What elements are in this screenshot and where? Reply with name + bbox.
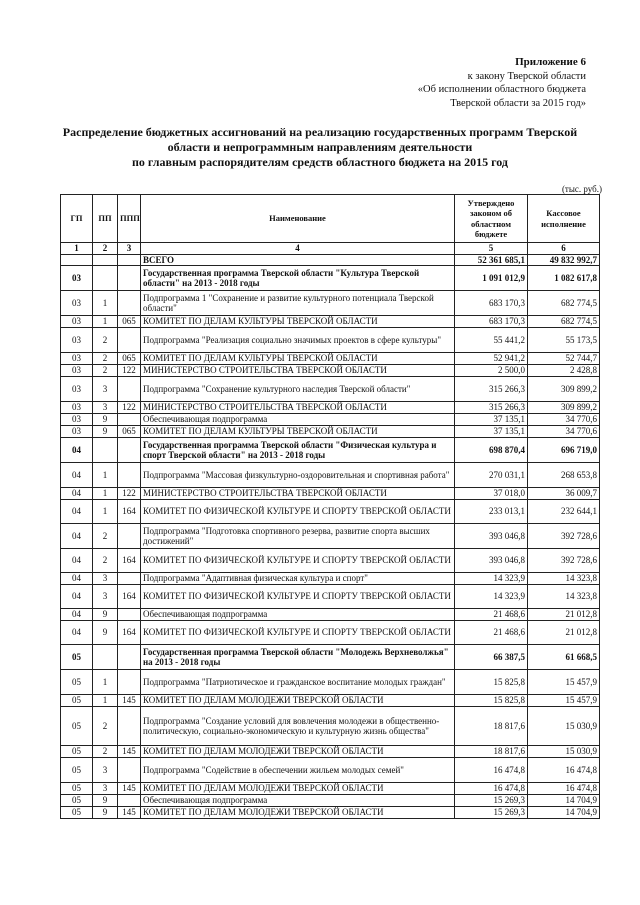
cell-ppp: 122 [118,488,141,500]
cell-approved: 15 825,8 [455,695,528,707]
units-label: (тыс. руб.) [561,184,602,194]
cell-ppp: 122 [118,402,141,414]
cell-approved: 14 323,9 [455,585,528,609]
cell-name: Обеспечивающая подпрограмма [141,609,455,621]
cell-approved: 16 474,8 [455,783,528,795]
cell-ppp: 065 [118,316,141,328]
cell-ppp [118,795,141,807]
table-row [61,670,600,695]
cell-pp: 2 [93,353,118,365]
cell-approved: 16 474,8 [455,758,528,783]
cell-pp: 2 [93,524,118,549]
cell-executed: 49 832 992,7 [528,254,600,266]
cell-approved: 393 046,8 [455,524,528,549]
cell-ppp [118,414,141,426]
cell-approved: 21 468,6 [455,621,528,645]
cell-name: Подпрограмма "Содействие в обеспечении жильем молодых семей" [141,758,455,783]
cell-ppp [118,291,141,316]
cell-ppp [118,463,141,488]
table-row [61,573,600,585]
cell-gp: 04 [61,621,93,645]
cell-gp: 04 [61,438,93,463]
cell-pp: 1 [93,316,118,328]
cell-name: Подпрограмма 1 "Сохранение и развитие культурного потенциала Тверской области" [141,291,455,316]
cell-gp: 03 [61,414,93,426]
cell-executed: 34 770,6 [528,414,600,426]
cell-pp: 9 [93,621,118,645]
cell-pp: 3 [93,573,118,585]
column-index-row [61,243,600,255]
cell-pp: 9 [93,426,118,438]
cell-ppp [118,573,141,585]
cell-executed: 21 012,8 [528,621,600,645]
cell-gp: 03 [61,328,93,353]
cell-gp: 03 [61,402,93,414]
cell-approved: 15 269,3 [455,795,528,807]
cell-approved: 1 091 012,9 [455,266,528,291]
cell-pp: 1 [93,695,118,707]
cell-pp: 1 [93,488,118,500]
cell-ppp [118,438,141,463]
cell-gp: 03 [61,377,93,402]
cell-name: КОМИТЕТ ПО ДЕЛАМ МОЛОДЕЖИ ТВЕРСКОЙ ОБЛАСТИ [141,783,455,795]
cell-pp: 1 [93,500,118,524]
budget-table [60,194,600,819]
cell-pp: 2 [93,746,118,758]
cell-gp: 05 [61,783,93,795]
cell-gp: 03 [61,316,93,328]
cell-pp: 3 [93,377,118,402]
column-index: 6 [528,243,600,255]
title-line: по главным распорядителям средств областного бюджета на 2015 год [131,155,509,169]
table-row [61,609,600,621]
cell-approved: 683 170,3 [455,291,528,316]
cell-pp: 9 [93,807,118,819]
cell-approved: 37 135,1 [455,414,528,426]
cell-name: КОМИТЕТ ПО ФИЗИЧЕСКОЙ КУЛЬТУРЕ И СПОРТУ ТВЕРСКОЙ ОБЛАСТИ [141,500,455,524]
table-row [61,291,600,316]
cell-ppp [118,524,141,549]
cell-approved: 2 500,0 [455,365,528,377]
cell-gp: 05 [61,746,93,758]
cell-name: КОМИТЕТ ПО ДЕЛАМ МОЛОДЕЖИ ТВЕРСКОЙ ОБЛАСТИ [141,807,455,819]
cell-ppp [118,254,141,266]
cell-executed: 392 728,6 [528,549,600,573]
cell-executed: 14 323,8 [528,585,600,609]
table-row [61,585,600,609]
table-row [61,795,600,807]
cell-gp: 05 [61,645,93,670]
cell-ppp [118,707,141,746]
column-index: 2 [93,243,118,255]
cell-approved: 270 031,1 [455,463,528,488]
table-row [61,463,600,488]
column-index: 4 [141,243,455,255]
table-row [61,783,600,795]
cell-executed: 14 323,8 [528,573,600,585]
table-row [61,500,600,524]
cell-approved: 698 870,4 [455,438,528,463]
cell-ppp [118,609,141,621]
cell-pp: 9 [93,795,118,807]
cell-executed: 52 744,7 [528,353,600,365]
column-index: 3 [118,243,141,255]
cell-name: КОМИТЕТ ПО ДЕЛАМ МОЛОДЕЖИ ТВЕРСКОЙ ОБЛАСТИ [141,746,455,758]
cell-name: МИНИСТЕРСТВО СТРОИТЕЛЬСТВА ТВЕРСКОЙ ОБЛАСТИ [141,488,455,500]
table-row [61,426,600,438]
cell-executed: 392 728,6 [528,524,600,549]
cell-gp: 03 [61,365,93,377]
cell-approved: 37 135,1 [455,426,528,438]
cell-gp: 04 [61,524,93,549]
cell-gp: 04 [61,500,93,524]
cell-ppp [118,670,141,695]
header-row [61,195,600,243]
cell-gp: 05 [61,758,93,783]
cell-gp: 03 [61,426,93,438]
appendix-header [418,56,586,110]
cell-ppp [118,377,141,402]
cell-pp: 3 [93,758,118,783]
cell-pp: 2 [93,365,118,377]
table-row [61,621,600,645]
table-row [61,758,600,783]
cell-ppp: 145 [118,807,141,819]
cell-executed: 34 770,6 [528,426,600,438]
cell-gp: 04 [61,463,93,488]
cell-gp: 04 [61,585,93,609]
cell-executed: 21 012,8 [528,609,600,621]
col-header-gp: ГП [61,195,93,243]
cell-ppp: 065 [118,353,141,365]
cell-executed: 268 653,8 [528,463,600,488]
cell-approved: 15 825,8 [455,670,528,695]
cell-pp: 2 [93,707,118,746]
cell-gp: 03 [61,266,93,291]
cell-pp: 3 [93,783,118,795]
cell-ppp [118,328,141,353]
appendix-line: Тверской области за 2015 год» [450,97,586,109]
cell-ppp [118,758,141,783]
table-row [61,377,600,402]
cell-gp: 04 [61,488,93,500]
appendix-line: «Об исполнении областного бюджета [417,84,586,95]
cell-pp: 2 [93,549,118,573]
cell-executed: 55 173,5 [528,328,600,353]
column-index: 1 [61,243,93,255]
cell-approved: 66 387,5 [455,645,528,670]
cell-ppp: 145 [118,783,141,795]
cell-pp: 1 [93,291,118,316]
cell-name: КОМИТЕТ ПО ДЕЛАМ КУЛЬТУРЫ ТВЕРСКОЙ ОБЛАСТИ [141,353,455,365]
cell-gp: 05 [61,707,93,746]
cell-approved: 18 817,6 [455,746,528,758]
table-row [61,266,600,291]
cell-executed: 309 899,2 [528,377,600,402]
cell-name: Обеспечивающая подпрограмма [141,795,455,807]
cell-name: КОМИТЕТ ПО ДЕЛАМ МОЛОДЕЖИ ТВЕРСКОЙ ОБЛАСТИ [141,695,455,707]
table-row [61,438,600,463]
cell-gp: 05 [61,795,93,807]
cell-name: КОМИТЕТ ПО ДЕЛАМ КУЛЬТУРЫ ТВЕРСКОЙ ОБЛАСТИ [141,316,455,328]
cell-ppp: 145 [118,695,141,707]
cell-gp: 05 [61,670,93,695]
table-row [61,695,600,707]
cell-ppp: 164 [118,549,141,573]
table-row [61,549,600,573]
cell-executed: 15 030,9 [528,746,600,758]
cell-name: КОМИТЕТ ПО ДЕЛАМ КУЛЬТУРЫ ТВЕРСКОЙ ОБЛАСТИ [141,426,455,438]
col-header-pp: ПП [93,195,118,243]
cell-approved: 37 018,0 [455,488,528,500]
cell-approved: 18 817,6 [455,707,528,746]
cell-approved: 315 266,3 [455,402,528,414]
cell-executed: 16 474,8 [528,783,600,795]
cell-executed: 15 030,9 [528,707,600,746]
cell-executed: 1 082 617,8 [528,266,600,291]
cell-approved: 15 269,3 [455,807,528,819]
cell-gp [61,254,93,266]
table-row [61,746,600,758]
cell-gp: 05 [61,807,93,819]
cell-approved: 52 941,2 [455,353,528,365]
cell-ppp: 122 [118,365,141,377]
cell-executed: 2 428,8 [528,365,600,377]
cell-executed: 682 774,5 [528,316,600,328]
table-row [61,316,600,328]
cell-approved: 233 013,1 [455,500,528,524]
cell-name: КОМИТЕТ ПО ФИЗИЧЕСКОЙ КУЛЬТУРЕ И СПОРТУ ТВЕРСКОЙ ОБЛАСТИ [141,585,455,609]
table-row [61,524,600,549]
cell-name: Подпрограмма "Адаптивная физическая культура и спорт" [141,573,455,585]
cell-ppp: 164 [118,500,141,524]
cell-gp: 03 [61,353,93,365]
title-line: области и непрограммным направлениям деятельности [167,140,473,154]
table-row [61,414,600,426]
cell-executed: 14 704,9 [528,807,600,819]
table-row [61,328,600,353]
cell-ppp [118,266,141,291]
cell-gp: 05 [61,695,93,707]
cell-name: КОМИТЕТ ПО ФИЗИЧЕСКОЙ КУЛЬТУРЕ И СПОРТУ ТВЕРСКОЙ ОБЛАСТИ [141,621,455,645]
cell-pp [93,266,118,291]
cell-pp: 1 [93,670,118,695]
cell-approved: 21 468,6 [455,609,528,621]
table-row [61,254,600,266]
cell-ppp: 145 [118,746,141,758]
cell-pp [93,438,118,463]
cell-gp: 04 [61,609,93,621]
cell-gp: 04 [61,549,93,573]
cell-executed: 14 704,9 [528,795,600,807]
col-header-approved: Утверждено законом об областном бюджете [455,195,528,243]
cell-pp: 9 [93,414,118,426]
col-header-ppp: ППП [118,195,141,243]
cell-ppp: 164 [118,621,141,645]
table-body [61,254,600,819]
cell-approved: 315 266,3 [455,377,528,402]
cell-approved: 393 046,8 [455,549,528,573]
appendix-line: к закону Тверской области [467,70,586,82]
cell-name: Подпрограмма "Создание условий для вовлечения молодежи в общественно-политическую, социально-экономическую и культурную жизнь общества" [141,707,455,746]
cell-approved: 52 361 685,1 [455,254,528,266]
cell-name: Подпрограмма "Реализация социально значимых проектов в сфере культуры" [141,328,455,353]
cell-approved: 55 441,2 [455,328,528,353]
appendix-title: Приложение 6 [515,56,586,68]
table-row [61,807,600,819]
cell-executed: 36 009,7 [528,488,600,500]
cell-name: Подпрограмма "Сохранение культурного наследия Тверской области" [141,377,455,402]
cell-ppp: 164 [118,585,141,609]
cell-name: КОМИТЕТ ПО ФИЗИЧЕСКОЙ КУЛЬТУРЕ И СПОРТУ ТВЕРСКОЙ ОБЛАСТИ [141,549,455,573]
cell-executed: 15 457,9 [528,670,600,695]
table-row [61,353,600,365]
cell-name: МИНИСТЕРСТВО СТРОИТЕЛЬСТВА ТВЕРСКОЙ ОБЛАСТИ [141,402,455,414]
col-header-name: Наименование [141,195,455,243]
table-row [61,488,600,500]
cell-name: Подпрограмма "Подготовка спортивного резерва, развитие спорта высших достижений" [141,524,455,549]
cell-name: Государственная программа Тверской области "Молодежь Верхневолжья" на 2013 - 2018 годы [141,645,455,670]
cell-approved: 14 323,9 [455,573,528,585]
cell-name: МИНИСТЕРСТВО СТРОИТЕЛЬСТВА ТВЕРСКОЙ ОБЛАСТИ [141,365,455,377]
cell-name: Обеспечивающая подпрограмма [141,414,455,426]
cell-ppp [118,645,141,670]
cell-name: Государственная программа Тверской области "Культура Тверской области" на 2013 - 2018 годы [141,266,455,291]
cell-executed: 309 899,2 [528,402,600,414]
cell-executed: 15 457,9 [528,695,600,707]
title-line: Распределение бюджетных ассигнований на реализацию государственных программ Тверской [62,125,578,139]
cell-executed: 61 668,5 [528,645,600,670]
table-row [61,707,600,746]
document-title [40,125,600,170]
cell-pp: 1 [93,463,118,488]
column-index: 5 [455,243,528,255]
cell-executed: 232 644,1 [528,500,600,524]
col-header-executed: Кассовое исполнение [528,195,600,243]
table-row [61,402,600,414]
cell-name: Государственная программа Тверской области "Физическая культура и спорт Тверской области" на 2013 - 2018 годы [141,438,455,463]
cell-pp [93,645,118,670]
cell-gp: 03 [61,291,93,316]
cell-executed: 16 474,8 [528,758,600,783]
cell-name: Подпрограмма "Массовая физкультурно-оздоровительная и спортивная работа" [141,463,455,488]
cell-pp: 2 [93,328,118,353]
cell-pp: 9 [93,609,118,621]
cell-pp: 3 [93,402,118,414]
cell-executed: 696 719,0 [528,438,600,463]
cell-approved: 683 170,3 [455,316,528,328]
cell-pp: 3 [93,585,118,609]
cell-pp [93,254,118,266]
cell-ppp: 065 [118,426,141,438]
cell-name: Подпрограмма "Патриотическое и гражданское воспитание молодых граждан" [141,670,455,695]
table-row [61,645,600,670]
cell-name: ВСЕГО [141,254,455,266]
cell-gp: 04 [61,573,93,585]
cell-executed: 682 774,5 [528,291,600,316]
table-row [61,365,600,377]
